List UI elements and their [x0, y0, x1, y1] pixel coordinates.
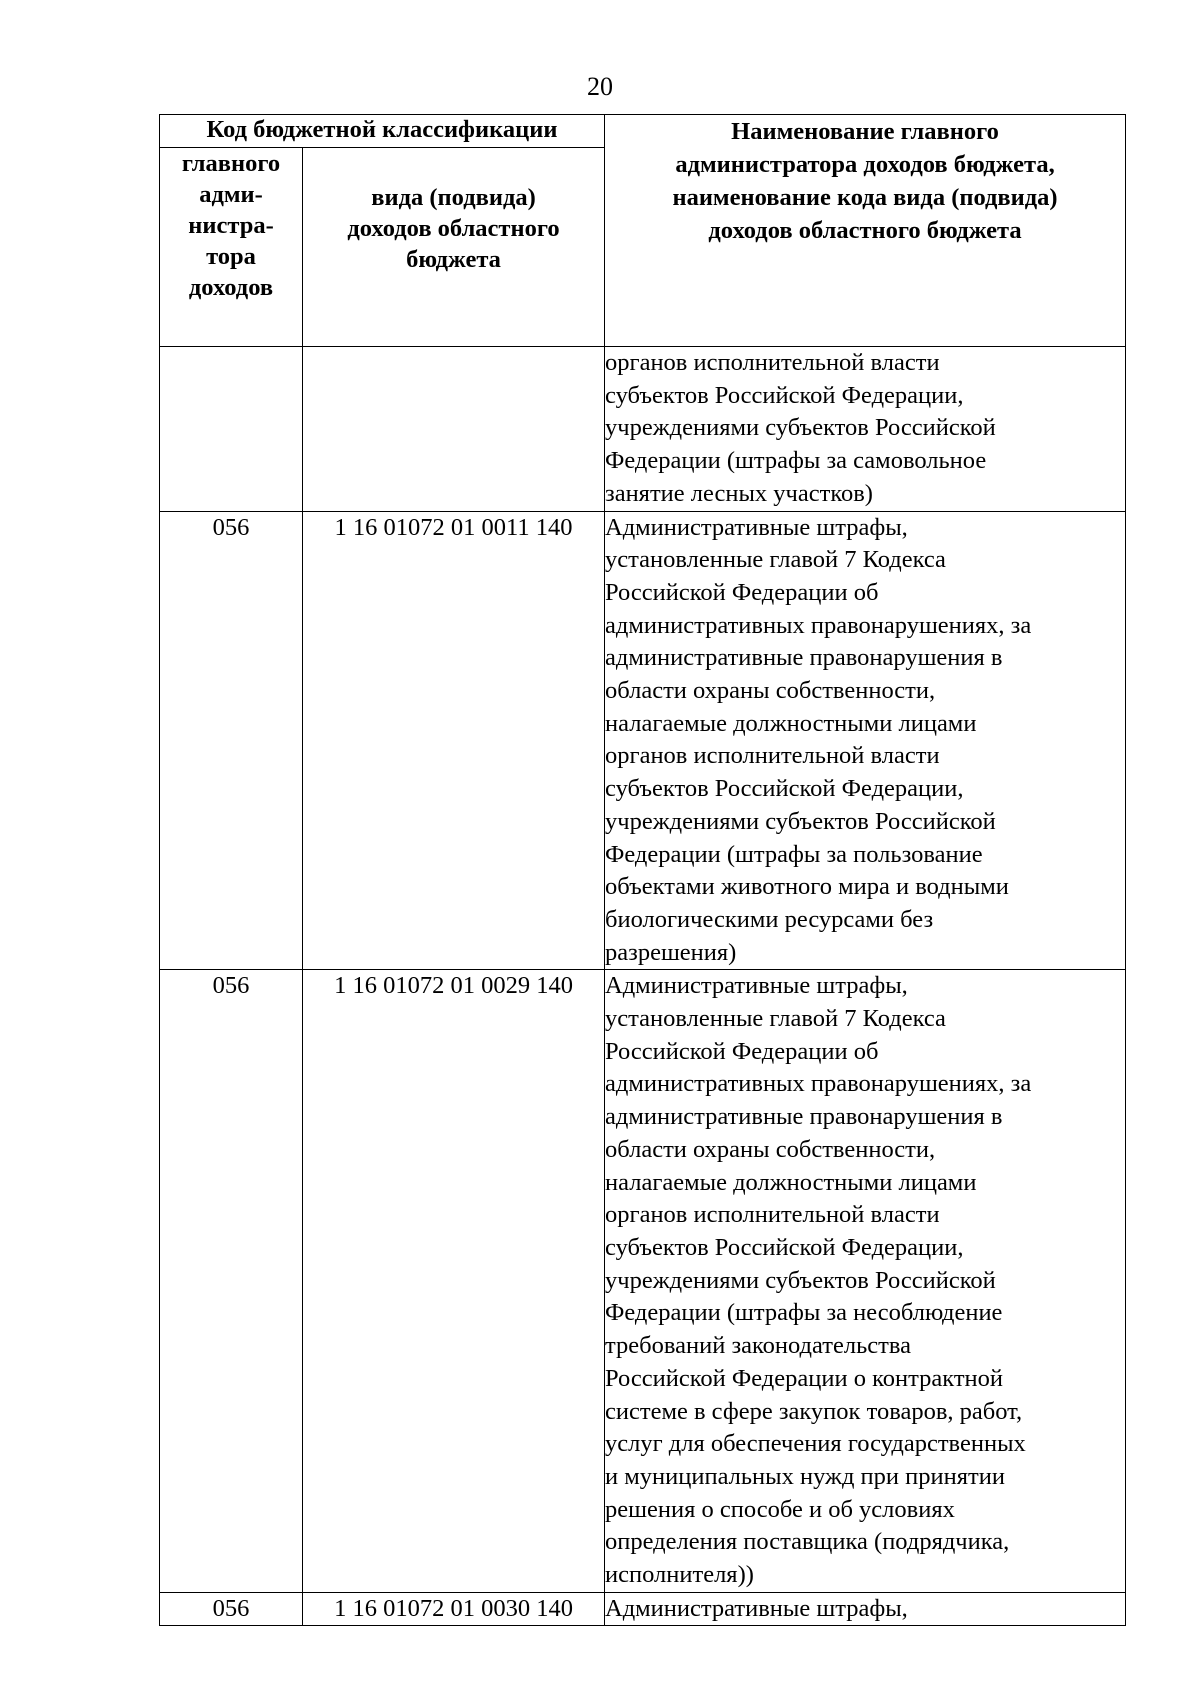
description-line: Федерации (штрафы за самовольное [605, 447, 987, 475]
table-row [160, 511, 1126, 970]
header-name-line: наименование кода вида (подвида) [672, 184, 1058, 211]
description-cell [605, 970, 1126, 1592]
description-line: органов исполнительной власти [605, 349, 940, 376]
header-admin-line: нистра- [188, 212, 274, 239]
description-cell [605, 347, 1126, 512]
admin-code-cell: 056 [160, 511, 303, 970]
admin-code-cell: 056 [160, 970, 303, 1592]
admin-code-cell: 056 [160, 1592, 303, 1626]
description-line: Российской Федерации об [605, 578, 879, 606]
description-line: установленные главой 7 Кодекса [605, 546, 946, 574]
description-line: учреждениями субъектов Российской [605, 1266, 996, 1294]
header-kind-line: доходов областного [347, 215, 560, 242]
description-line: субъектов Российской Федерации, [605, 1233, 964, 1261]
description-line: установленные главой 7 Кодекса [605, 1005, 946, 1033]
description-line: Российской Федерации о контрактной [605, 1364, 1003, 1392]
revenue-code-cell: 1 16 01072 01 0029 140 [303, 970, 605, 1592]
description-line: области охраны собственности, [605, 677, 936, 705]
header-admin-line: тора [206, 243, 256, 270]
admin-code-cell [160, 347, 303, 512]
description-line: и муниципальных нужд при принятии [605, 1462, 1005, 1490]
budget-classification-table [159, 114, 1126, 1626]
table-row [160, 1592, 1126, 1626]
description-line: административных правонарушениях, за [605, 611, 1032, 639]
description-line: Административные штрафы, [605, 972, 908, 1000]
description-line: разрешения) [605, 938, 737, 966]
revenue-code-cell: 1 16 01072 01 0030 140 [303, 1592, 605, 1626]
description-cell [605, 1592, 1126, 1626]
description-line: объектами животного мира и водными [605, 873, 1009, 901]
description-line: административных правонарушениях, за [605, 1070, 1032, 1098]
description-line: Федерации (штрафы за пользование [605, 840, 983, 868]
description-line: административные правонарушения в [605, 644, 1003, 672]
description-line: субъектов Российской Федерации, [605, 775, 964, 803]
description-line: субъектов Российской Федерации, [605, 381, 964, 409]
header-admin-line: адми- [199, 181, 263, 208]
header-kind-column [303, 148, 605, 347]
description-line: административные правонарушения в [605, 1103, 1003, 1131]
description-line: учреждениями субъектов Российской [605, 807, 996, 835]
header-admin-column [160, 148, 303, 347]
page-number: 20 [587, 72, 613, 101]
description-line: органов исполнительной власти [605, 742, 940, 770]
description-line: услуг для обеспечения государственных [605, 1430, 1026, 1458]
description-line: налагаемые должностными лицами [605, 1168, 977, 1196]
description-cell [605, 511, 1126, 970]
description-line: органов исполнительной власти [605, 1201, 940, 1229]
revenue-code-cell [303, 347, 605, 512]
description-line: учреждениями субъектов Российской [605, 414, 996, 442]
description-line: налагаемые должностными лицами [605, 709, 977, 737]
header-admin-line: доходов [188, 274, 274, 301]
table-row [160, 347, 1126, 512]
description-line: занятие лесных участков) [605, 479, 873, 507]
table-body [160, 347, 1126, 1626]
description-line: Административные штрафы, [605, 1594, 908, 1622]
header-kind-line: вида (подвида) [371, 184, 536, 211]
revenue-code-cell: 1 16 01072 01 0011 140 [303, 511, 605, 970]
description-line: Административные штрафы, [605, 513, 908, 541]
header-kind-line: бюджета [406, 246, 501, 273]
header-name-column [605, 115, 1126, 347]
header-admin-line: главного [181, 150, 281, 177]
header-name-line: Наименование главного [731, 118, 999, 145]
header-group-title: Код бюджетной классификации [160, 115, 605, 148]
description-line: области охраны собственности, [605, 1135, 936, 1163]
description-line: исполнителя)) [605, 1561, 754, 1589]
description-line: определения поставщика (подрядчика, [605, 1528, 1010, 1556]
description-line: требований законодательства [605, 1332, 911, 1360]
description-line: решения о способе и об условиях [605, 1495, 955, 1523]
header-name-line: администратора доходов бюджета, [675, 151, 1055, 178]
description-line: биологическими ресурсами без [605, 905, 934, 933]
description-line: системе в сфере закупок товаров, работ, [605, 1397, 1023, 1425]
header-name-line: доходов областного бюджета [708, 217, 1022, 244]
description-line: Федерации (штрафы за несоблюдение [605, 1299, 1003, 1327]
description-line: Российской Федерации об [605, 1037, 879, 1065]
table-row [160, 970, 1126, 1592]
